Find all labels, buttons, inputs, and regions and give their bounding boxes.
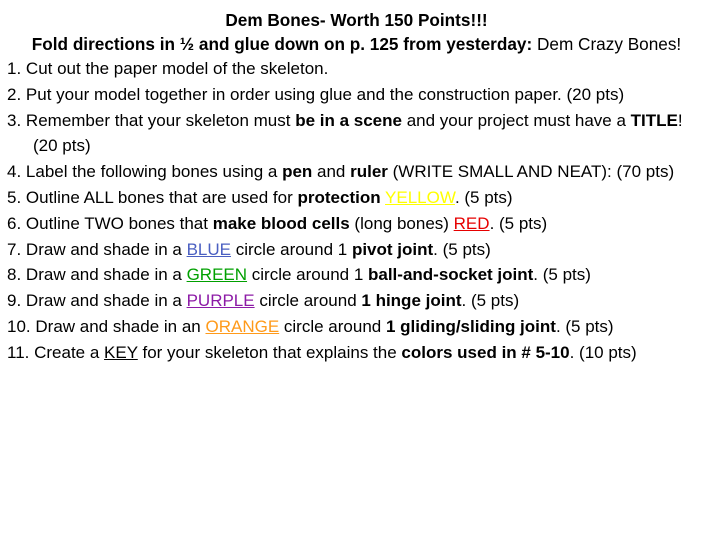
list-item xyxy=(7,56,706,82)
item-text: for your skeleton that explains the xyxy=(137,342,402,362)
list-item xyxy=(7,237,706,263)
list-item xyxy=(7,185,706,211)
color-word-yellow: YELLOW xyxy=(385,187,455,207)
item-text: Draw and shade in an xyxy=(35,316,206,336)
item-text-bold: pen xyxy=(282,162,313,182)
item-text: ! (20 pts) xyxy=(33,110,683,156)
item-text: circle around xyxy=(279,316,386,336)
color-word-green: GREEN xyxy=(186,265,248,285)
slide-header xyxy=(7,8,706,56)
item-text: Remember that your skeleton must xyxy=(25,110,296,130)
item-number: 6. xyxy=(7,213,22,233)
item-text-bold: ruler xyxy=(350,162,388,182)
item-text-bold: ball-and-socket joint xyxy=(368,265,534,285)
item-number: 3. xyxy=(7,110,22,130)
item-text: Draw and shade in a xyxy=(25,291,187,311)
subtitle xyxy=(7,32,706,56)
item-text-bold: colors used in # 5-10 xyxy=(401,342,570,362)
item-text: . (5 pts) xyxy=(555,316,614,336)
item-number: 1. xyxy=(7,59,22,78)
item-text: Draw and shade in a xyxy=(25,239,187,259)
key-word: KEY xyxy=(104,342,138,362)
item-text-bold: make blood cells xyxy=(212,213,350,233)
list-item xyxy=(7,82,706,108)
item-text: circle around xyxy=(254,291,362,311)
item-text: Draw and shade in a xyxy=(25,265,187,285)
item-text: and your project must have a xyxy=(401,110,631,130)
item-text: Outline TWO bones that xyxy=(25,213,213,233)
item-text: circle around 1 xyxy=(247,265,368,285)
instruction-list xyxy=(7,56,706,366)
item-text-bold: be in a scene xyxy=(295,110,402,130)
item-number: 5. xyxy=(7,187,22,207)
item-text: Cut out the paper model of the skeleton. xyxy=(25,59,329,78)
subtitle-bold: Fold directions in ½ and glue down on p. 125 from yesterday: xyxy=(31,34,533,54)
item-text-bold: 1 gliding/sliding joint xyxy=(385,316,556,336)
page-title: Dem Bones- Worth 150 Points!!! xyxy=(225,10,488,30)
item-number: 4. xyxy=(7,162,22,182)
item-number: 9. xyxy=(7,291,22,311)
color-word-purple: PURPLE xyxy=(186,291,255,311)
item-text: (long bones) xyxy=(349,213,454,233)
item-number: 2. xyxy=(7,84,22,104)
item-text: Label the following bones using a xyxy=(25,162,283,182)
list-item xyxy=(7,159,706,185)
item-text: Create a xyxy=(34,342,105,362)
color-word-red: RED xyxy=(453,213,490,233)
item-text: circle around 1 xyxy=(231,239,352,259)
item-text-bold: TITLE xyxy=(630,110,678,130)
list-item xyxy=(7,288,706,314)
subtitle-rest: Dem Crazy Bones! xyxy=(532,34,682,54)
list-item xyxy=(7,211,706,237)
color-word-blue: BLUE xyxy=(186,239,231,259)
item-number: 10. xyxy=(7,316,31,336)
list-item xyxy=(7,340,706,366)
item-text: . (5 pts) xyxy=(533,265,591,285)
item-number: 11. xyxy=(7,342,30,362)
item-text: Put your model together in order using glue and the construction paper. (20 pts) xyxy=(25,84,625,104)
item-text: . (5 pts) xyxy=(454,187,513,207)
item-text-bold: pivot joint xyxy=(351,239,434,259)
item-number: 8. xyxy=(7,265,22,285)
item-text: and xyxy=(312,162,351,182)
item-text: . (10 pts) xyxy=(569,342,637,362)
item-text-bold: protection xyxy=(297,187,381,207)
item-text: (WRITE SMALL AND NEAT): (70 pts) xyxy=(387,162,675,182)
item-text: Outline ALL bones that are used for xyxy=(25,187,298,207)
list-item xyxy=(7,108,706,160)
item-text-bold: 1 hinge joint xyxy=(361,291,462,311)
item-text: . (5 pts) xyxy=(461,291,520,311)
list-item xyxy=(7,262,706,288)
color-word-orange: ORANGE xyxy=(205,316,280,336)
item-text: . (5 pts) xyxy=(489,213,548,233)
item-text: . (5 pts) xyxy=(433,239,491,259)
item-number: 7. xyxy=(7,239,22,259)
list-item xyxy=(7,314,706,340)
